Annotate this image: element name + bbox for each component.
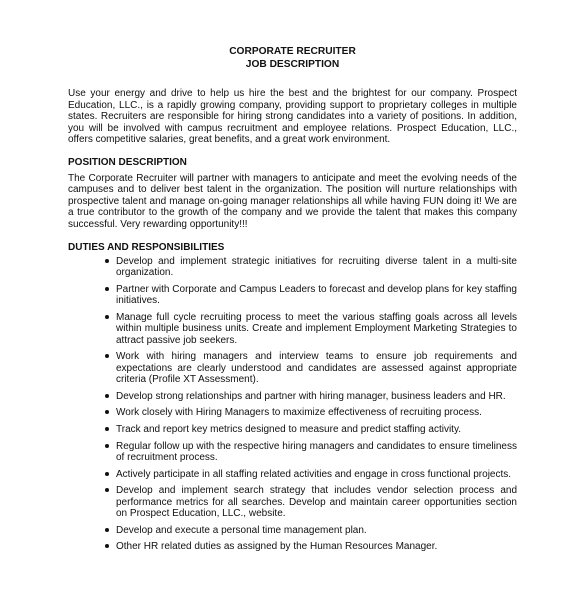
duty-text: Manage full cycle recruiting process to meet the various staffing goals across all levels within multiple business units. Create and implement Employment Marketing Strategies to attract passive job seekers. [116,311,517,346]
duty-item [68,256,517,279]
duty-item [68,284,517,307]
duty-text: Partner with Corporate and Campus Leaders to forecast and develop plans for key staffing initiatives. [116,283,517,307]
bullet-icon [105,444,109,448]
bullet-icon [105,528,109,532]
bullet-icon [105,354,109,358]
duty-text: Develop and implement strategic initiatives for recruiting diverse talent in a multi-site organization. [116,256,517,279]
duty-item [68,469,517,480]
duty-text: Actively participate in all staffing related activities and engage in cross functional projects. [116,468,512,480]
duty-item [68,407,517,418]
duties-list [68,256,517,553]
duty-text: Develop and implement search strategy that includes vendor selection process and performance metrics for all searches. Develop and maintain career opportunities section on Prospect Education, LLC., website. [116,485,517,519]
duty-item [68,351,517,385]
duty-text: Develop and execute a personal time management plan. [116,524,367,536]
duty-text: Regular follow up with the respective hiring managers and candidates to ensure timeliness of recruitment process. [116,440,517,463]
bullet-icon [105,259,109,263]
bullet-icon [105,488,109,492]
bullet-icon [105,394,109,398]
duty-text: Work with hiring managers and interview teams to ensure job requirements and expectations are clearly understood and candidates are assessed against appropriate criteria (Profile XT Assessment). [116,351,517,385]
duties-heading: DUTIES AND RESPONSIBILITIES [68,242,225,253]
duty-text: Other HR related duties as assigned by the Human Resources Manager. [116,541,438,553]
duty-item [68,441,517,464]
intro-paragraph: Use your energy and drive to help us hire the best and the brightest for our company. Prospect Education, LLC., is a rapidly growing company, providing support to proprietary colleges in multiple states. Recruiters are responsible for hiring strong candidates into a variety of positions. In addition, you will be involved with campus recruitment and employee relations. Prospect Education, LLC., offers competitive salaries, great benefits, and a great work environment. [68,88,517,145]
duty-item [68,485,517,519]
duty-item [68,391,517,402]
duty-text: Develop strong relationships and partner with hiring manager, business leaders and HR. [116,390,506,402]
duty-text: Track and report key metrics designed to measure and predict staffing activity. [116,423,461,435]
duty-item [68,312,517,346]
bullet-icon [105,287,109,291]
title-line-1: CORPORATE RECRUITER [229,46,356,57]
duty-text: Work closely with Hiring Managers to maximize effectiveness of recruiting process. [116,407,482,419]
document-title [68,45,517,71]
title-line-2: JOB DESCRIPTION [245,59,340,70]
position-description-heading: POSITION DESCRIPTION [68,156,187,168]
bullet-icon [105,544,109,548]
duty-item [68,541,517,552]
duty-item [68,424,517,435]
duty-item [68,525,517,536]
position-description-text: The Corporate Recruiter will partner with managers to anticipate and meet the evolving needs of the campuses and to deliver best talent in the organization. The position will nurture relationships with prospective talent and manage on-going manager relationships all while having FUN doing it! We are a true contributor to the growth of the company and we provide the talent that makes this company successful. Very rewarding opportunity!!! [68,172,517,230]
bullet-icon [105,410,109,414]
bullet-icon [105,472,109,476]
bullet-icon [105,315,109,319]
bullet-icon [105,427,109,431]
